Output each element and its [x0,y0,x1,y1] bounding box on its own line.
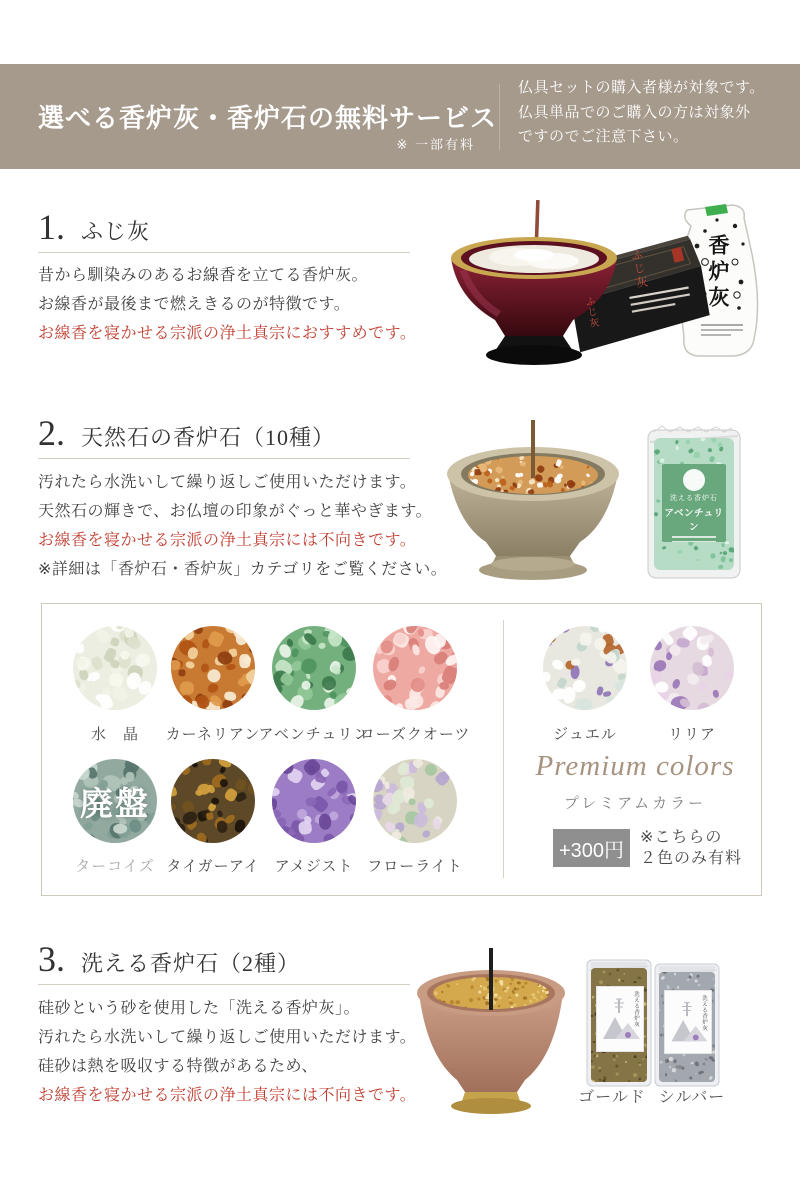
premium-note-line: ※こちらの [640,829,723,846]
stone-swatch-amethyst [272,759,356,843]
section-3-title: 洗える香炉石（2種） [81,951,301,976]
stone-label: フローライト [367,858,463,875]
section-2-rule [38,458,410,459]
stone-label: タイガーアイ [166,858,260,875]
section-2-title: 天然石の香炉石（10種） [81,425,336,450]
silver-bag-label [664,990,712,1054]
stone-label: アベンチュリン [258,726,370,743]
stone-label: アメジスト [274,858,354,875]
text-line: 汚れたら水洗いして繰り返しご使用いただけます。 [38,1029,417,1046]
text-line: お線香が最後まで燃えきるのが特徴です。 [38,296,351,313]
header-notice [518,76,765,150]
gold-variant-label: ゴールド [578,1089,646,1106]
grid-divider [503,620,504,878]
bag-label-line1: 洗える香炉石 [670,495,718,502]
bag-label-line2: アベンチュリン [664,508,724,533]
stone-label: ジュエル [553,726,617,743]
product-image-natural-stone [430,412,760,592]
text-line-red: お線香を寝かせる宗派の浄土真宗には不向きです。 [38,532,417,549]
aventurine-bag-label [662,464,726,542]
section-2-number: 2. [38,413,65,453]
label-text-bar [672,541,716,542]
label-text-bar [672,536,716,538]
section-2-heading [38,412,335,454]
premium-price-badge: +300円 [553,829,630,867]
section-1-heading [38,206,150,248]
stone-swatch-aventurine [272,626,356,710]
text-line-note: ※詳細は「香炉石・香炉灰」カテゴリをご覧ください。 [38,561,448,578]
section-3-rule [38,984,410,985]
section-3-heading [38,938,300,980]
section-1-rule [38,252,410,253]
stone-swatch-carnelian [171,626,255,710]
product-image-fuji-ash [435,196,780,371]
stone-label-discontinued: ターコイズ [75,858,155,875]
fuji-box-top-text: ふじ灰 [628,247,650,291]
stone-swatch-fluorite [373,759,457,843]
stone-label: ローズクオーツ [359,726,471,743]
text-line-red: お線香を寝かせる宗派の浄土真宗におすすめです。 [38,325,417,342]
header-band [0,64,800,169]
stone-label: リリア [667,726,716,743]
stone-swatch-crystal [73,626,157,710]
text-line: 硅砂は熱を吸収する特徴があるため、 [38,1058,318,1075]
incense-stick [531,420,535,478]
section-3-text [38,994,416,1110]
notice-line: 仏具単品でのご購入の方は対象外 [518,103,751,121]
premium-note-line: ２色のみ有料 [640,850,743,867]
washable-bag-text: 洗える香炉灰 [633,991,639,1027]
section-1-title: ふじ灰 [81,219,151,244]
washable-bag-text: 洗える香炉灰 [701,995,707,1031]
fuji-box-front-text: ふじ灰 [582,295,599,330]
notice-line: ですのでご注意下さい。 [518,128,689,145]
page-title: 選べる香炉灰・香炉石の無料サービス [38,103,498,133]
notice-line: 仏具セットの購入者様が対象です。 [518,79,765,96]
silver-variant-label: シルバー [658,1089,726,1106]
text-line-red: お線香を寝かせる宗派の浄土真宗には不向きです。 [38,1087,417,1104]
header-divider [499,84,500,150]
text-line: 昔から馴染みのあるお線香を立てる香炉灰。 [38,267,369,284]
text-line: 天然石の輝きで、お仏壇の印象がぐっと華やぎます。 [38,503,433,520]
stone-label: カーネリアン [165,726,261,743]
premium-price-note [640,827,742,869]
stone-swatch-lilia [650,626,734,710]
fuji-bag-text: 香炉灰 [706,234,730,312]
gold-bag-label [596,986,644,1052]
header-subnote: ※ 一部有料 [396,137,475,152]
stone-swatch-jewel [543,626,627,710]
section-1-text [38,261,416,348]
section-3-number: 3. [38,939,65,979]
stone-swatch-rosequartz [373,626,457,710]
discontinued-overlay: 廃盤 [80,784,150,822]
stone-label: 水 晶 [90,726,139,743]
premium-colors-script: Premium colors [535,750,735,782]
product-image-washable-stone [415,938,795,1128]
label-logo-circle [683,469,705,491]
premium-colors-label: プレミアムカラー [563,795,707,812]
section-2-text [38,468,447,584]
incense-stick [489,948,493,1010]
stone-swatch-tigereye [171,759,255,843]
text-line: 硅砂という砂を使用した「洗える香炉灰」。 [38,1000,361,1017]
section-1-number: 1. [38,207,65,247]
text-line: 汚れたら水洗いして繰り返しご使用いただけます。 [38,474,417,491]
